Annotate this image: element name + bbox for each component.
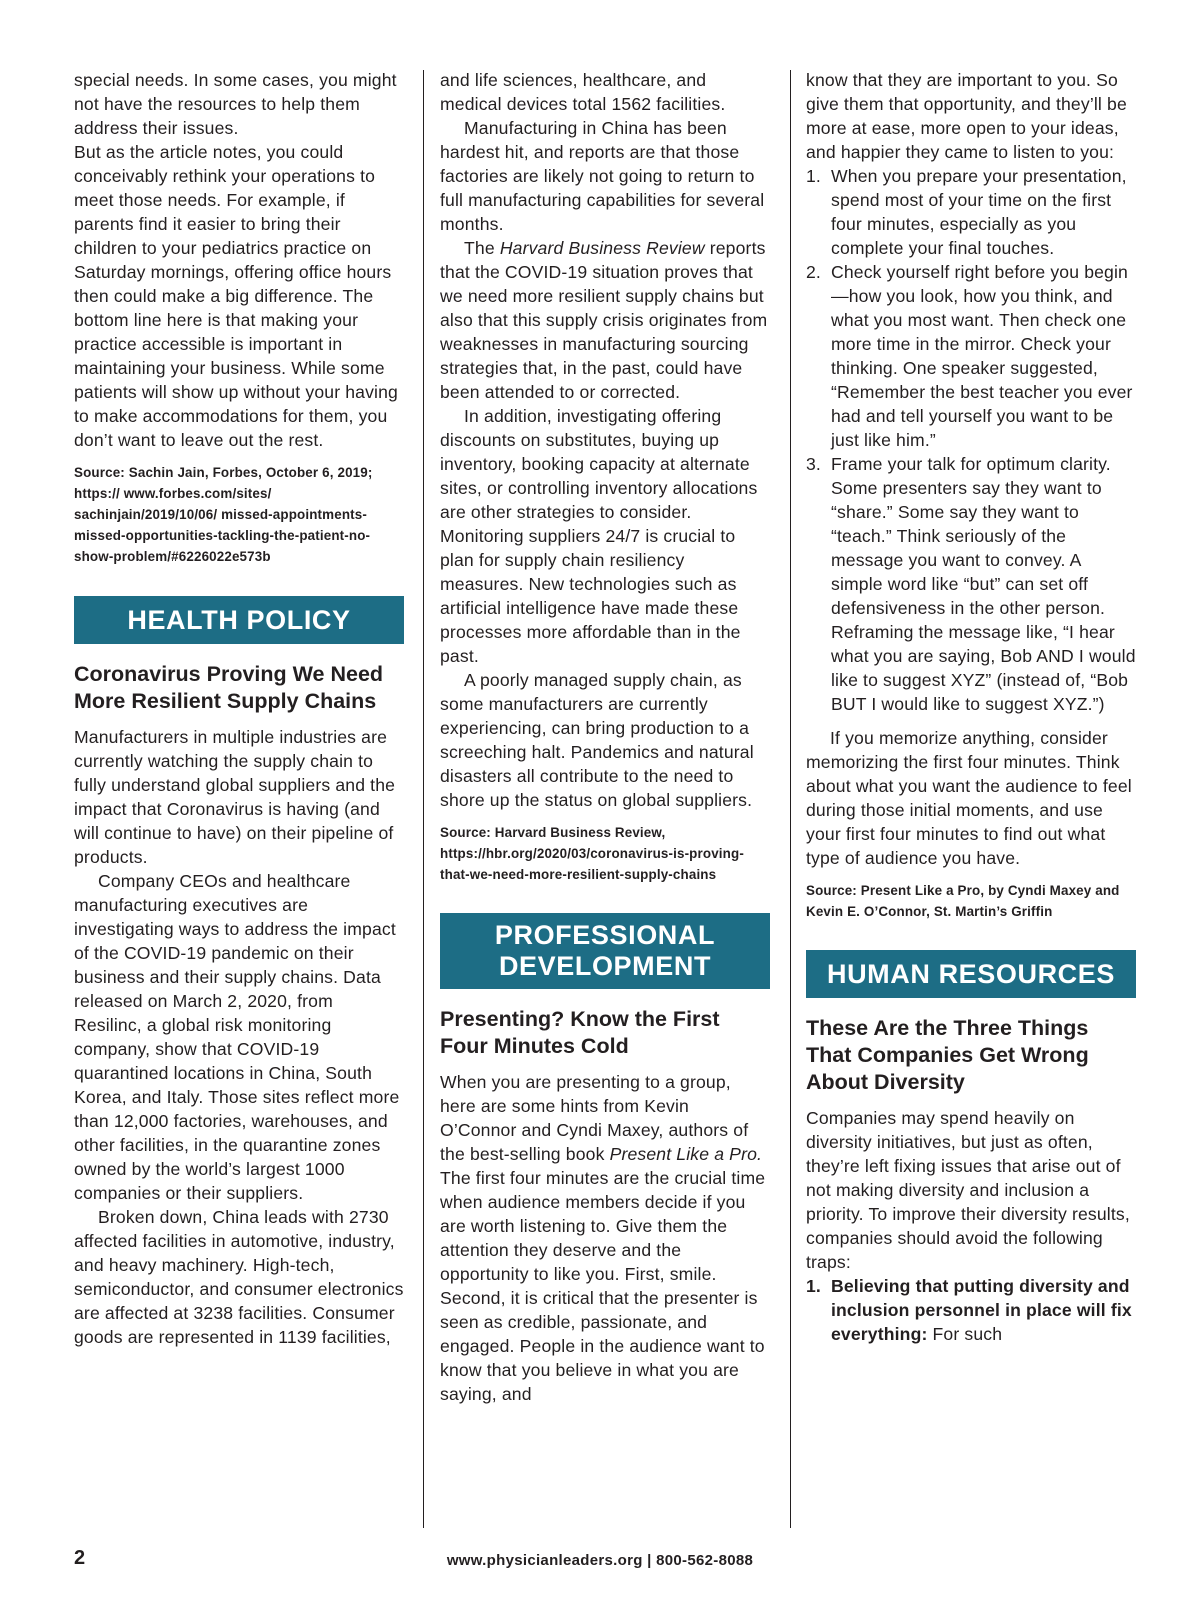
list-text: For such <box>927 1324 1003 1344</box>
banner-line: PROFESSIONAL <box>494 920 716 950</box>
column-2 <box>440 68 770 1406</box>
body-paragraph: Broken down, China leads with 2730 affected facilities in automotive, industry, and heavy machinery. High-tech, semiconductor, and consumer electronics are affected at 3238 facilities. Consumer goods are represented in 1139 facilities, <box>74 1207 404 1347</box>
list-item <box>806 1274 1136 1346</box>
text-run: The <box>464 238 500 258</box>
publication-title: Harvard Business Review <box>499 238 705 258</box>
traps-list <box>806 1274 1136 1346</box>
body-paragraph: In addition, investigating offering discounts on substitutes, buying up inventory, booking capacity at alternate sites, or controlling inventory allocations are other strategies to consider. Monitoring suppliers 24/7 is crucial to plan for supply chain resiliency measures. New technologies such as artificial intelligence have made these processes more affordable than in the past. <box>440 406 758 666</box>
tips-list <box>806 164 1136 716</box>
list-number: 1. <box>806 1276 821 1296</box>
list-text: Frame your talk for optimum clarity. Some presenters say they want to “share.” Some say they want to “teach.” Think seriously of the message you want to convey. A simple word like “but” can set off defensiveness in the other person. Reframing the message like, “I hear what you are saying, Bob AND I would like to suggest XYZ” (instead of, “Bob BUT I would like to suggest XYZ.”) <box>831 454 1136 714</box>
body-paragraph: But as the article notes, you could conceivably rethink your operations to meet those needs. For example, if parents find it easier to bring their children to your pediatrics practice on Saturday mornings, offering office hours then could make a big difference. The bottom line here is that making your practice accessible is important in maintaining your business. While some patients will show up without your having to make accommodations for them, you don’t want to leave out the rest. <box>74 142 398 450</box>
text-run: When you are presenting to a group, here are some hints from Kevin O’Connor and Cyndi Maxey, authors of the best-selling book <box>440 1072 749 1164</box>
book-title: Present Like a Pro. <box>609 1144 763 1164</box>
list-lead: Believing that putting diversity and inclusion personnel in place will fix everything: <box>831 1276 1132 1344</box>
column-1 <box>74 68 404 1349</box>
body-paragraph: If you memorize anything, consider memorizing the first four minutes. Think about what you want the audience to feel during those initial moments, and use your first four minutes to find out what type of audience you have. <box>806 728 1132 868</box>
body-paragraph: Company CEOs and healthcare manufacturing executives are investigating ways to address the impact of the COVID-19 pandemic on their business and their supply chains. Data released on March 2, 2020, from Resilinc, a global risk monitoring company, show that COVID-19 quarantined locations in China, South Korea, and Italy. Those sites reflect more than 12,000 factories, warehouses, and other facilities, in the quarantine zones owned by the world’s largest 1000 companies or their suppliers. <box>74 871 400 1203</box>
section-banner-health-policy: HEALTH POLICY <box>74 596 404 644</box>
section-banner-human-resources: HUMAN RESOURCES <box>806 950 1136 998</box>
list-text: Check yourself right before you begin—how you look, how you think, and what you most want. Then check one more time in the mirror. Check your thinking. One speaker suggested, “Remember the best teacher you ever had and tell yourself you want to be just like him.” <box>831 262 1133 450</box>
body-paragraph: and life sciences, healthcare, and medical devices total 1562 facilities. <box>440 70 726 114</box>
text-run: The first four minutes are the crucial time when audience members decide if you are worth listening to. Give them the attention they deserve and the opportunity to like you. First, smile. Second, it is critical that the presenter is seen as credible, passionate, and engaged. People in the audience want to know that you believe in what you are saying, and <box>440 1168 766 1404</box>
list-number: 2. <box>806 262 821 282</box>
body-paragraph <box>440 236 770 404</box>
body-paragraph: A poorly managed supply chain, as some manufacturers are currently experiencing, can bring production to a screeching halt. Pandemics and natural disasters all contribute to the need to shore up the status on global suppliers. <box>440 670 754 810</box>
body-paragraph: special needs. In some cases, you might not have the resources to help them address their issues. <box>74 70 397 138</box>
body-paragraph: know that they are important to you. So give them that opportunity, and they’ll be more at ease, more open to your ideas, and happier they came to listen to you: <box>806 70 1127 162</box>
article-title: Presenting? Know the First Four Minutes Cold <box>440 1007 720 1058</box>
source-citation: Source: Sachin Jain, Forbes, October 6, 2019; https:// www.forbes.com/sites/ sachinjain/2019/10/06/ missed-appointments-missed-opportunities-tackling-the-patient-no-show-problem/#6226022e573b <box>74 465 373 564</box>
column-3 <box>806 68 1136 1346</box>
text-run: reports that the COVID-19 situation proves that we need more resilient supply chains but also that this supply crisis originates from weaknesses in manufacturing sourcing strategies that, in the past, could have been attended to or corrected. <box>440 238 768 402</box>
list-item <box>806 164 1136 260</box>
section-banner-professional-development <box>440 913 770 989</box>
list-text: When you prepare your presentation, spend most of your time on the first four minutes, especially as you complete your final touches. <box>831 166 1127 258</box>
column-divider <box>790 70 791 1528</box>
source-citation: Source: Present Like a Pro, by Cyndi Maxey and Kevin E. O’Connor, St. Martin’s Griffin <box>806 883 1120 919</box>
page-number: 2 <box>74 1547 86 1569</box>
body-paragraph: Companies may spend heavily on diversity initiatives, but just as often, they’re left fixing issues that arise out of not making diversity and inclusion a priority. To improve their diversity results, companies should avoid the following traps: <box>806 1108 1130 1272</box>
footer-contact: www.physicianleaders.org | 800-562-8088 <box>446 1552 754 1569</box>
body-paragraph: Manufacturing in China has been hardest hit, and reports are that those factories are likely not going to return to full manufacturing capabilities for several months. <box>440 118 765 234</box>
column-divider <box>423 70 424 1528</box>
article-title: Coronavirus Proving We Need More Resilient Supply Chains <box>74 662 384 713</box>
list-number: 3. <box>806 454 821 474</box>
body-paragraph <box>440 1070 770 1406</box>
list-item <box>806 260 1136 452</box>
article-title: These Are the Three Things That Companies Get Wrong About Diversity <box>806 1016 1089 1094</box>
banner-line: DEVELOPMENT <box>498 951 712 981</box>
list-item <box>806 452 1136 716</box>
list-number: 1. <box>806 166 821 186</box>
source-citation: Source: Harvard Business Review, https://hbr.org/2020/03/coronavirus-is-proving-that-we-need-more-resilient-supply-chains <box>440 825 744 882</box>
body-paragraph: Manufacturers in multiple industries are currently watching the supply chain to fully understand global suppliers and the impact that Coronavirus is having (and will continue to have) on their pipeline of products. <box>74 727 396 867</box>
